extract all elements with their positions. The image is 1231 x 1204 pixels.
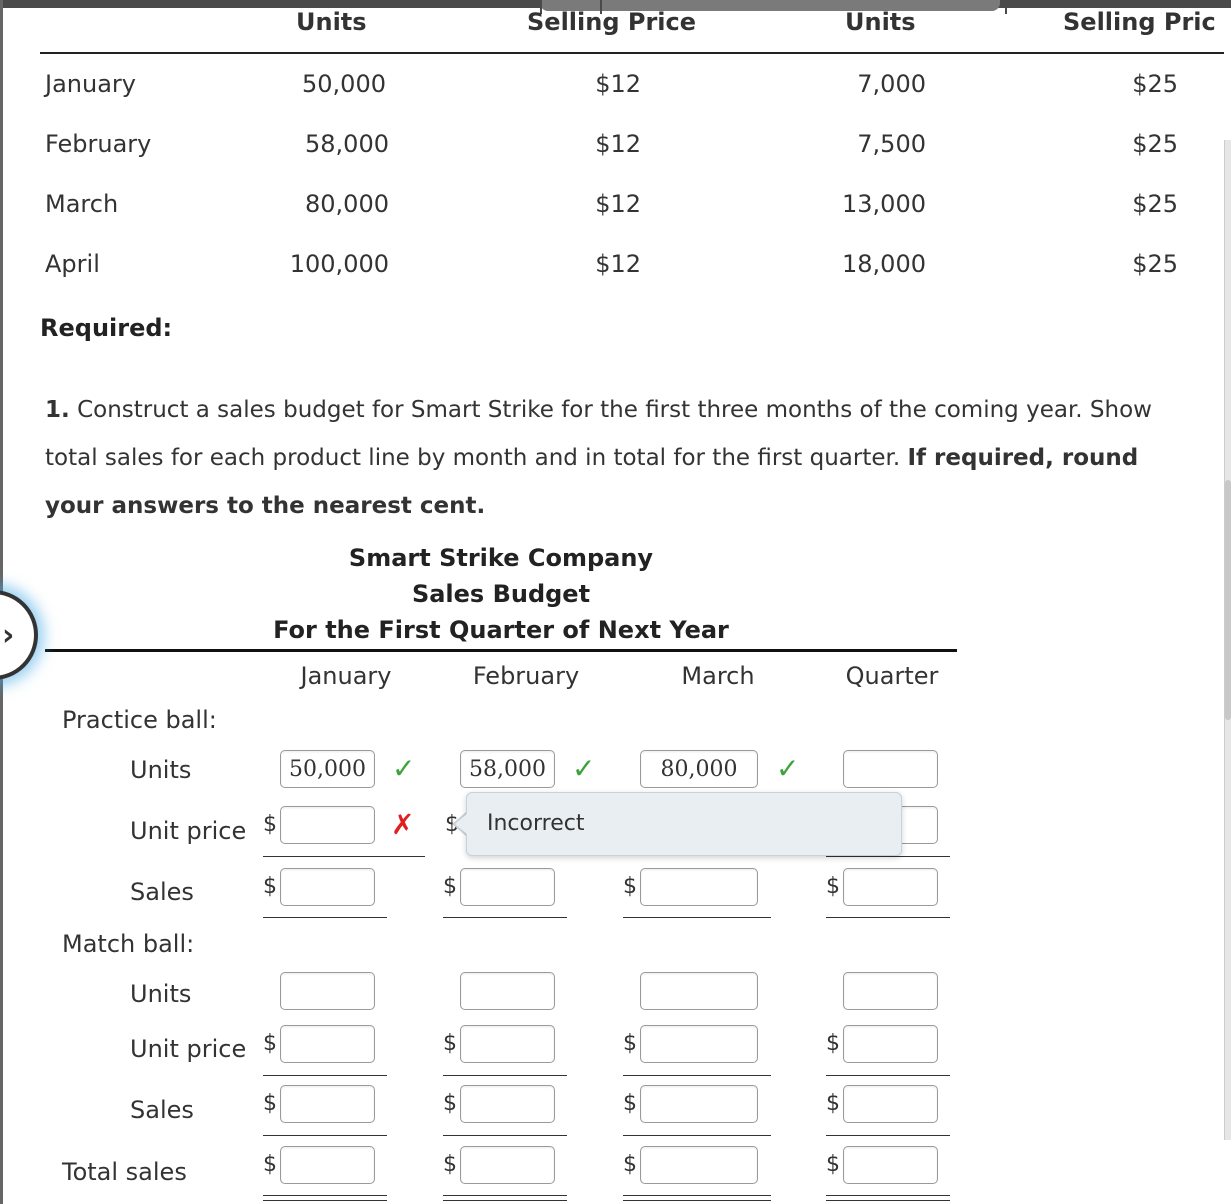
underline: [623, 1075, 771, 1076]
match-price-mar-input[interactable]: [640, 1025, 758, 1063]
double-underline: [623, 1195, 771, 1201]
row-month: February: [45, 130, 152, 158]
col-february: February: [472, 662, 580, 690]
row-price-match: $25: [1132, 250, 1178, 278]
underline: [826, 1075, 950, 1076]
double-underline: [826, 1195, 950, 1201]
dollar-sign: $: [826, 1152, 840, 1177]
total-sales-mar-input[interactable]: [640, 1146, 758, 1184]
dollar-sign: $: [443, 1031, 457, 1056]
total-sales-jan-input[interactable]: [280, 1146, 375, 1184]
underline: [623, 917, 771, 918]
match-sales-quarter-input[interactable]: [843, 1085, 938, 1123]
tab-divider: [1005, 0, 1007, 14]
match-sales-jan-input[interactable]: [280, 1085, 375, 1123]
dollar-sign: $: [826, 874, 840, 899]
row-units-match: 7,500: [857, 130, 926, 158]
row-month: March: [45, 190, 119, 218]
row-price-match: $25: [1132, 70, 1178, 98]
underline: [826, 856, 950, 857]
row-price-match: $25: [1132, 130, 1178, 158]
underline: [826, 1135, 950, 1136]
match-units-mar-input[interactable]: [640, 972, 758, 1010]
header-units-practice: Units: [296, 8, 367, 36]
budget-rule: [45, 649, 957, 652]
double-underline: [443, 1195, 567, 1201]
dollar-sign: $: [443, 1091, 457, 1116]
dollar-sign: $: [826, 1031, 840, 1056]
dollar-sign: $: [263, 874, 277, 899]
dollar-sign: $: [443, 874, 457, 899]
dollar-sign: $: [623, 1152, 637, 1177]
practice-sales-jan-input[interactable]: [280, 868, 375, 906]
practice-units-label: Units: [130, 756, 192, 784]
row-units-practice: 100,000: [289, 250, 389, 278]
dollar-sign: $: [263, 812, 277, 837]
row-month: April: [45, 250, 100, 278]
chevron-right-icon: ›: [2, 618, 15, 653]
row-price-practice: $12: [595, 250, 641, 278]
row-month: January: [45, 70, 136, 98]
practice-sales-feb-input[interactable]: [460, 868, 555, 906]
dollar-sign: $: [263, 1091, 277, 1116]
match-ball-label: Match ball:: [62, 930, 195, 958]
practice-units-feb-input[interactable]: 58,000: [460, 750, 555, 788]
practice-units-mar-input[interactable]: 80,000: [640, 750, 758, 788]
underline: [443, 1135, 567, 1136]
underline: [623, 1135, 771, 1136]
budget-period: For the First Quarter of Next Year: [273, 616, 729, 644]
dollar-sign: $: [445, 812, 459, 837]
underline: [263, 917, 387, 918]
match-price-feb-input[interactable]: [460, 1025, 555, 1063]
row-units-practice: 50,000: [302, 70, 386, 98]
row-units-practice: 80,000: [305, 190, 389, 218]
double-underline: [263, 1195, 387, 1201]
budget-title: Sales Budget: [411, 580, 591, 608]
practice-sales-quarter-input[interactable]: [843, 868, 938, 906]
match-units-feb-input[interactable]: [460, 972, 555, 1010]
dollar-sign: $: [623, 874, 637, 899]
required-heading: Required:: [40, 314, 173, 342]
col-quarter: Quarter: [845, 662, 939, 690]
match-units-quarter-input[interactable]: [843, 972, 938, 1010]
underline: [443, 917, 567, 918]
header-units-match: Units: [845, 8, 916, 36]
feedback-tooltip: Incorrect: [466, 792, 902, 856]
row-price-practice: $12: [595, 190, 641, 218]
instruction-text: Construct a sales budget for Smart Strike for the first three months of the coming year. Show total sales for each product line by month and in total for the first quarter.: [45, 397, 1152, 471]
practice-units-jan-input[interactable]: 50,000: [280, 750, 375, 788]
instructions: [45, 386, 1195, 530]
row-price-practice: $12: [595, 70, 641, 98]
match-units-jan-input[interactable]: [280, 972, 375, 1010]
practice-sales-mar-input[interactable]: [640, 868, 758, 906]
header-price-match: Selling Pric: [1063, 8, 1216, 36]
underline: [263, 1075, 387, 1076]
practice-ball-label: Practice ball:: [62, 706, 217, 734]
instruction-number: 1.: [45, 397, 70, 423]
header-price-practice: Selling Price: [527, 8, 697, 36]
match-sales-mar-input[interactable]: [640, 1085, 758, 1123]
match-price-jan-input[interactable]: [280, 1025, 375, 1063]
row-units-match: 7,000: [857, 70, 926, 98]
total-sales-feb-input[interactable]: [460, 1146, 555, 1184]
match-price-quarter-input[interactable]: [843, 1025, 938, 1063]
total-sales-label: Total sales: [62, 1158, 187, 1186]
check-icon: ✓: [572, 752, 596, 785]
dollar-sign: $: [826, 1091, 840, 1116]
header-rule: [40, 52, 1224, 54]
tooltip-arrow-inner: [455, 813, 468, 835]
dollar-sign: $: [623, 1091, 637, 1116]
practice-units-quarter-input[interactable]: [843, 750, 938, 788]
match-units-label: Units: [130, 980, 192, 1008]
total-sales-quarter-input[interactable]: [843, 1146, 938, 1184]
row-units-practice: 58,000: [305, 130, 389, 158]
col-january: January: [300, 662, 392, 690]
match-sales-label: Sales: [130, 1096, 194, 1124]
scrollbar-thumb[interactable]: [1225, 480, 1231, 720]
underline: [443, 1075, 567, 1076]
underline: [263, 1135, 387, 1136]
row-units-match: 18,000: [842, 250, 926, 278]
practice-sales-label: Sales: [130, 878, 194, 906]
practice-price-jan-input[interactable]: [280, 806, 375, 844]
underline: [826, 917, 950, 918]
dollar-sign: $: [263, 1031, 277, 1056]
instruction-bold: If required, round your answers to the nearest cent.: [45, 445, 1139, 519]
cross-icon: ✗: [391, 808, 415, 841]
check-icon: ✓: [776, 752, 800, 785]
col-march: March: [681, 662, 755, 690]
check-icon: ✓: [392, 752, 416, 785]
dollar-sign: $: [263, 1152, 277, 1177]
match-unit-price-label: Unit price: [130, 1035, 247, 1063]
match-sales-feb-input[interactable]: [460, 1085, 555, 1123]
practice-unit-price-label: Unit price: [130, 817, 247, 845]
row-price-match: $25: [1132, 190, 1178, 218]
company-name: Smart Strike Company: [348, 544, 654, 572]
row-price-practice: $12: [595, 130, 641, 158]
row-units-match: 13,000: [842, 190, 926, 218]
dollar-sign: $: [443, 1152, 457, 1177]
underline: [263, 856, 425, 857]
dollar-sign: $: [623, 1031, 637, 1056]
